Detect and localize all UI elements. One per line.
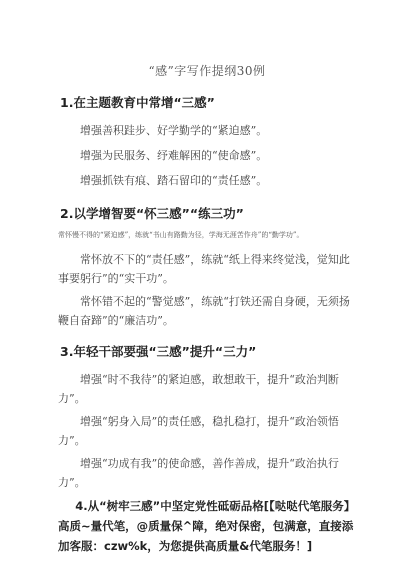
document-title: “感”字写作提纲30例 (148, 64, 266, 78)
paragraph: 常怀放不下的“责任感”，练就“纸上得来终觉浅，觉知此事要躬行”的“实干功”。 (58, 253, 350, 285)
paragraph: 增强“时不我待”的紧迫感，敢想敢干，提升“政治判断力”。 (58, 373, 339, 405)
section-3 (58, 342, 356, 492)
section-4-heading-promo: 4.从“树牢三感”中坚定党性砥砺品格[【哒哒代笔服务】高质~量代笔，@质量保^障，绝对保密，包满意，直接添加客服：czw%k，为您提供高质量&代笔服务！] (58, 499, 356, 553)
paragraph: 增强善积跬步、好学勤学的“紧迫感”。 (80, 124, 268, 137)
section-1 (58, 93, 356, 190)
section-heading: 2.以学增智要“怀三感”“练三功” (60, 206, 244, 221)
paragraph: 常怀错不起的“警觉感”，练就“打铁还需自身硬，无须扬鞭自奋蹄”的“廉洁功”。 (58, 295, 350, 327)
paragraph: 增强为民服务、纾难解困的“使命感”。 (80, 149, 268, 162)
small-note: 常怀慢不得的“紧迫感”，练就“书山有路勤为径，学海无涯苦作舟”的“勤学功”。 (58, 231, 304, 239)
section-heading: 1.在主题教育中常增“三感” (60, 95, 215, 110)
section-2 (58, 204, 356, 330)
paragraph: 增强“功成有我”的使命感，善作善成，提升“政治执行力”。 (58, 457, 339, 489)
paragraph: 增强抓铁有痕、踏石留印的“责任感”。 (80, 174, 268, 187)
section-heading: 3.年轻干部要强“三感”提升“三力” (60, 344, 257, 359)
paragraph: 增强“躬身入局”的责任感，稳扎稳打，提升“政治领悟力”。 (58, 415, 339, 447)
